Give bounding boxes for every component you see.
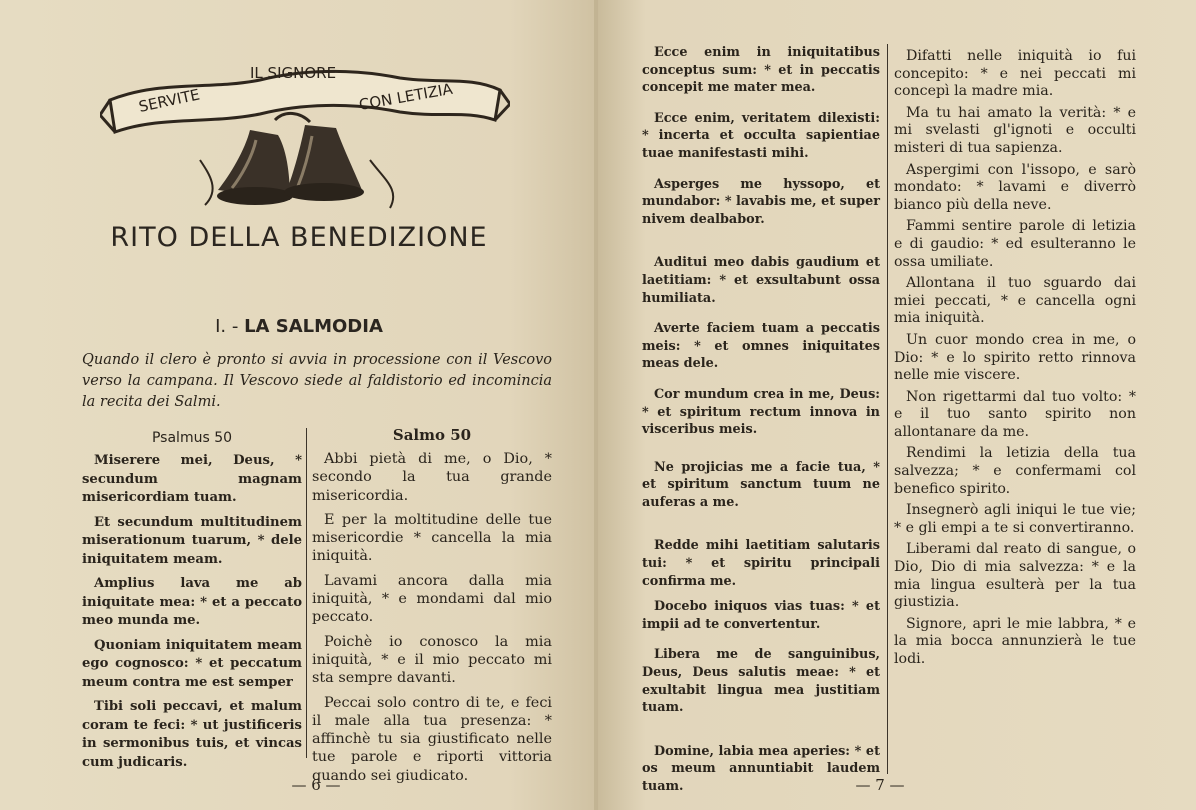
latin-verse: Domine, labia mea aperies: * et os meum annuntiabit laudem tuam. <box>642 743 880 794</box>
italian-verse: Rendimi la letizia della tua salvezza; * e confermami col benefico spirito. <box>894 445 1136 497</box>
italian-verse: Un cuor mondo crea in me, o Dio: * e lo spirito retto rinnova nelle mie viscere. <box>894 331 1136 384</box>
italian-verse: Peccai solo contro di te, e feci il male alla tua presenza: * affinchè tu sia giustificato nelle tue parole e riporti vittoria quando sei giudicato. <box>312 694 552 784</box>
latin-verse: Cor mundum crea in me, Deus: * et spiritum rectum innova in visceribus meis. <box>642 386 880 438</box>
latin-column-left <box>82 452 302 778</box>
column-divider <box>306 428 307 758</box>
latin-verse: Auditui meo dabis gaudium et laetitiam: * et exsultabunt ossa humiliata. <box>642 255 880 306</box>
latin-verse: Asperges me hyssopo, et mundabor: * lavabis me, et super nivem dealbabor. <box>642 176 880 227</box>
latin-verse: Miserere mei, Deus, * secundum magnam misericordiam tuam. <box>82 453 302 505</box>
latin-verse: Averte faciem tuam a peccatis meis: * et omnes iniquitates meas dele. <box>642 321 880 372</box>
italian-verse: Signore, apri le mie labbra, * e la mia bocca annunzierà le tue lodi. <box>894 615 1136 667</box>
italian-verse: Aspergimi con l'issopo, e sarò mondato: * lavami e diverrò bianco più della neve. <box>894 161 1136 213</box>
column-divider <box>887 44 888 774</box>
right-page <box>598 0 1196 810</box>
latin-verse: Ne projicias me a facie tua, * et spiritum sanctum tuum ne auferas a me. <box>642 459 880 510</box>
italian-verse: Ma tu hai amato la verità: * e mi svelasti gl'ignoti e occulti misteri di tua sapienza. <box>894 104 1136 156</box>
section-name: LA SALMODIA <box>244 316 383 337</box>
latin-verse: Et secundum multitudinem miserationum tuarum, * dele iniquitatem meam. <box>82 514 302 567</box>
page-title: RITO DELLA BENEDIZIONE <box>110 222 488 253</box>
bell-right-icon <box>284 125 364 201</box>
latin-column-right <box>642 44 880 796</box>
italian-psalm-heading: Salmo 50 <box>392 426 472 444</box>
italian-verse: Fammi sentire parole di letizia e di gaudio: * ed esulteranno le ossa umiliate. <box>894 218 1136 270</box>
italian-verse: Abbi pietà di me, o Dio, * secondo la tua grande misericordia. <box>312 451 552 504</box>
italian-column-right <box>894 48 1136 669</box>
banner-word-servite: SERVITE <box>137 85 202 116</box>
latin-verse: Libera me de sanguinibus, Deus, Deus salutis meae: * et exultabit lingua mea justitiam tuam. <box>642 647 880 716</box>
italian-verse: Liberami dal reato di sangue, o Dio, Dio di mia salvezza: * e la mia lingua esulterà per la tua giustizia. <box>894 541 1136 611</box>
italian-verse: Poichè io conosco la mia iniquità, * e il mio peccato mi sta sempre davanti. <box>312 633 552 687</box>
banner-word-il-signore: IL SIGNORE <box>250 64 337 82</box>
italian-verse: Allontana il tuo sguardo dai miei peccati, * e cancella ogni mia iniquità. <box>894 275 1136 327</box>
banner-word-con-letizia: CON LETIZIA <box>357 79 454 114</box>
italian-column-left <box>312 450 552 791</box>
italian-verse: Insegnerò agli iniqui le tue vie; * e gli empi a te si convertiranno. <box>894 502 1136 536</box>
bell-left-icon <box>217 130 293 205</box>
italian-verse: Difatti nelle iniquità io fui concepito: * e nei peccati mi concepì la madre mia. <box>894 48 1136 100</box>
bells-banner-illustration <box>100 40 510 210</box>
italian-verse: Non rigettarmi dal tuo volto: * e il tuo santo spirito non allontanare da me. <box>894 388 1136 440</box>
latin-verse: Ecce enim in iniquitatibus conceptus sum: * et in peccatis concepit me mater mea. <box>642 45 880 96</box>
latin-verse: Redde mihi laetitiam salutaris tui: * et spiritu principali confirma me. <box>642 538 880 589</box>
latin-verse: Amplius lava me ab iniquitate mea: * et a peccato meo munda me. <box>82 576 302 628</box>
page-number-left: — 6 — <box>291 776 341 794</box>
rubric-text: Quando il clero è pronto si avvia in processione con il Vescovo verso la campana. Il Vescovo siede al faldistorio ed incomincia la recita dei Salmi. <box>82 352 552 410</box>
latin-verse: Ecce enim, veritatem dilexisti: * incerta et occulta sapientiae tuae manifestasti mihi. <box>642 110 880 161</box>
latin-psalm-heading: Psalmus 50 <box>151 430 233 446</box>
section-number: I. - <box>215 316 245 337</box>
italian-verse: Lavami ancora dalla mia iniquità, * e mondami dal mio peccato. <box>312 572 552 626</box>
italian-verse: E per la moltitudine delle tue misericordie * cancella la mia iniquità. <box>312 511 552 565</box>
latin-verse: Docebo iniquos vias tuas: * et impii ad te convertentur. <box>642 599 880 632</box>
latin-verse: Quoniam iniquitatem meam ego cognosco: * et peccatum meum contra me est semper <box>82 637 302 690</box>
page-number-right: — 7 — <box>855 776 905 794</box>
latin-verse: Tibi soli peccavi, et malum coram te feci: * ut justificeris in sermonibus tuis, et vincas cum judicaris. <box>82 699 302 770</box>
section-heading <box>0 316 598 337</box>
